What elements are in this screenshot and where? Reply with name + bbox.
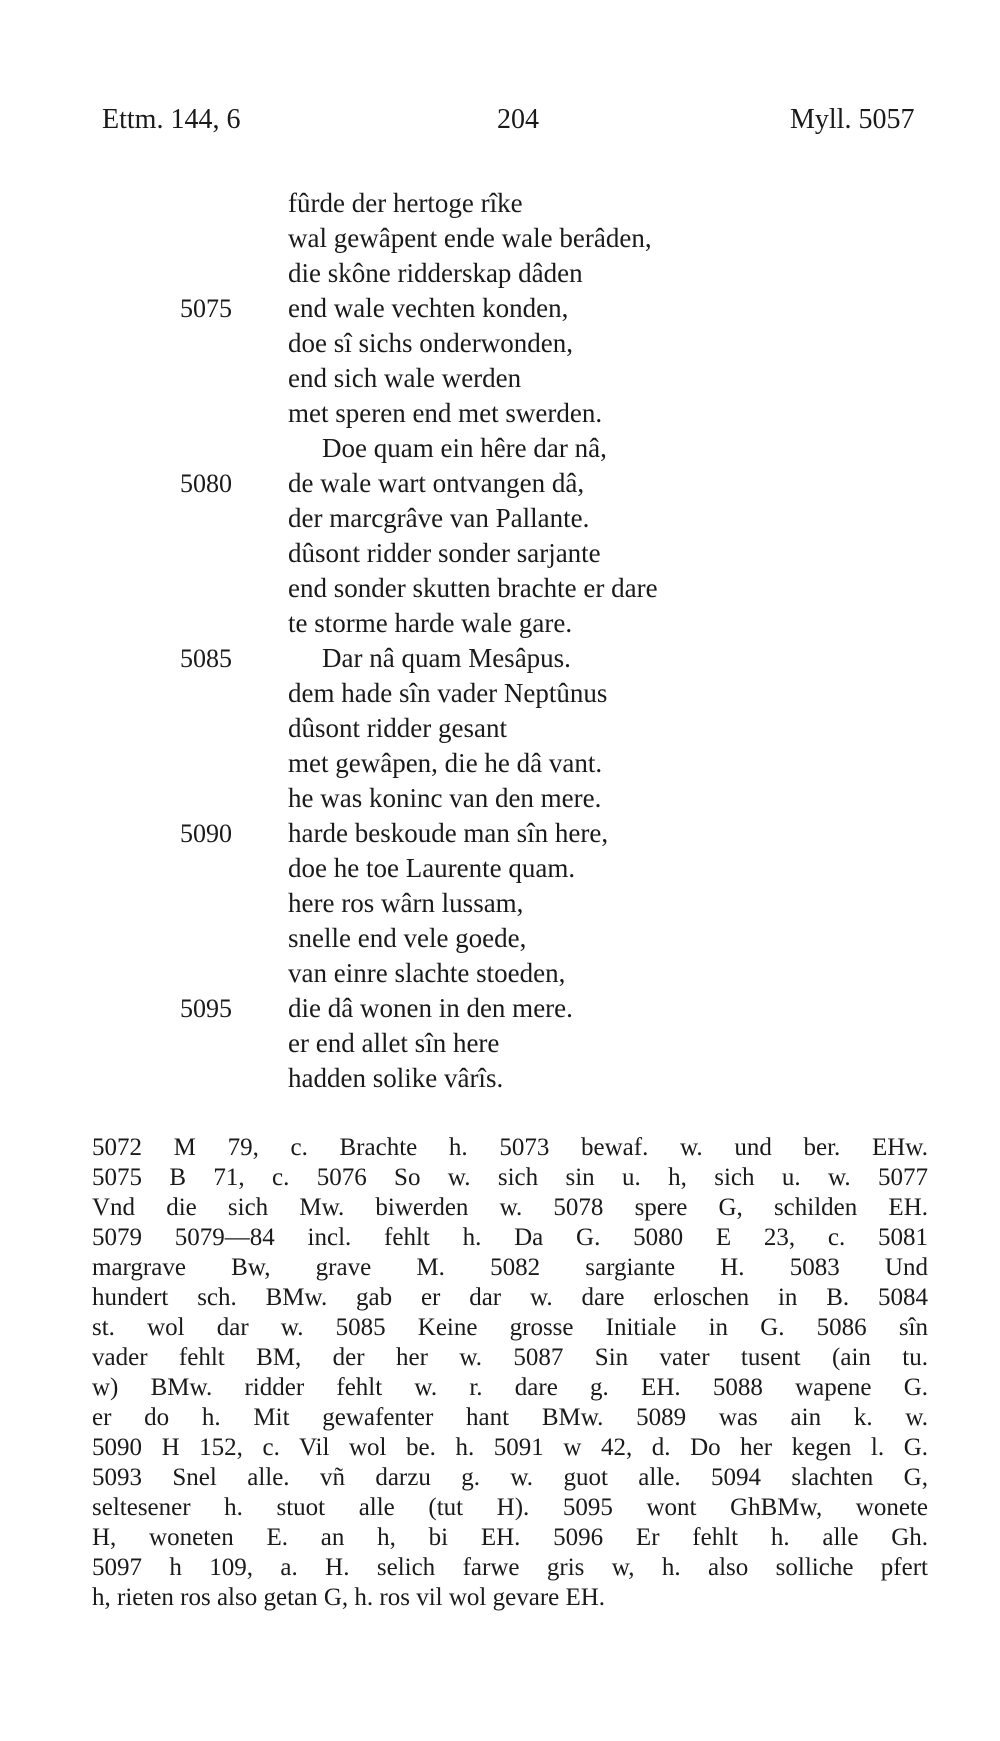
apparatus-line: st. wol dar w. 5085 Keine grosse Initiale in G. 5086 sîn	[92, 1314, 928, 1341]
poem-line	[0, 851, 1000, 886]
verse-text: te storme harde wale gare.	[288, 608, 573, 638]
poem-line	[0, 326, 1000, 361]
verse-text: doe he toe Laurente quam.	[288, 853, 576, 883]
poem-line	[0, 396, 1000, 431]
poem-line	[0, 361, 1000, 396]
verse-text: end sich wale werden	[288, 363, 522, 393]
verse-text: met speren end met swerden.	[288, 398, 603, 428]
poem-line	[0, 221, 1000, 256]
verse-text: van einre slachte stoeden,	[288, 958, 566, 988]
poem-line	[0, 886, 1000, 921]
apparatus-line: 5093 Snel alle. vñ darzu g. w. guot alle. 5094 slachten G,	[92, 1464, 928, 1491]
poem-line	[0, 256, 1000, 291]
line-number: 5080	[180, 469, 232, 498]
poem-line	[0, 466, 1000, 501]
verse-text: dem hade sîn vader Neptûnus	[288, 678, 608, 708]
poem-line	[0, 1061, 1000, 1096]
apparatus-line: w) BMw. ridder fehlt w. r. dare g. EH. 5088 wapene G.	[92, 1374, 928, 1401]
page-header	[0, 104, 1000, 144]
poem-line	[0, 921, 1000, 956]
verse-text: fûrde der hertoge rîke	[288, 188, 523, 218]
poem-line	[0, 291, 1000, 326]
verse-text: die dâ wonen in den mere.	[288, 993, 573, 1023]
critical-apparatus	[92, 1133, 928, 1613]
poem-line	[0, 501, 1000, 536]
apparatus-line: vader fehlt BM, der her w. 5087 Sin vater tusent (ain tu.	[92, 1344, 928, 1371]
line-number: 5090	[180, 819, 232, 848]
poem-line	[0, 711, 1000, 746]
verse-text: wal gewâpent ende wale berâden,	[288, 223, 652, 253]
verse-text: Dar nâ quam Mesâpus.	[322, 643, 571, 673]
poem-line	[0, 816, 1000, 851]
verse-text: hadden solike vârîs.	[288, 1063, 504, 1093]
poem-line	[0, 676, 1000, 711]
poem-line	[0, 431, 1000, 466]
verse-text: here ros wârn lussam,	[288, 888, 524, 918]
apparatus-line: margrave Bw, grave M. 5082 sargiante H. 5083 Und	[92, 1254, 928, 1281]
line-number: 5075	[180, 294, 232, 323]
apparatus-line: 5075 B 71, c. 5076 So w. sich sin u. h, sich u. w. 5077	[92, 1164, 928, 1191]
verse-text: doe sî sichs onderwonden,	[288, 328, 573, 358]
apparatus-line: H, woneten E. an h, bi EH. 5096 Er fehlt h. alle Gh.	[92, 1524, 928, 1551]
verse-text: harde beskoude man sîn here,	[288, 818, 609, 848]
poem-line	[0, 641, 1000, 676]
verse-text: end wale vechten konden,	[288, 293, 569, 323]
apparatus-line: 5072 M 79, c. Brachte h. 5073 bewaf. w. und ber. EHw.	[92, 1134, 928, 1161]
poem-text	[0, 186, 1000, 1096]
line-number: 5095	[180, 994, 232, 1023]
verse-text: met gewâpen, die he dâ vant.	[288, 748, 603, 778]
poem-line	[0, 956, 1000, 991]
apparatus-line: Vnd die sich Mw. biwerden w. 5078 spere G, schilden EH.	[92, 1194, 928, 1221]
line-number: 5085	[180, 644, 232, 673]
verse-text: dûsont ridder sonder sarjante	[288, 538, 601, 568]
verse-text: Doe quam ein hêre dar nâ,	[322, 433, 607, 463]
poem-line	[0, 186, 1000, 221]
poem-line	[0, 1026, 1000, 1061]
verse-text: snelle end vele goede,	[288, 923, 527, 953]
header-right-reference: Myll. 5057	[790, 104, 915, 135]
verse-text: die skône ridderskap dâden	[288, 258, 583, 288]
poem-line	[0, 781, 1000, 816]
apparatus-line: h, rieten ros also getan G, h. ros vil wol gevare EH.	[92, 1584, 606, 1611]
poem-line	[0, 571, 1000, 606]
apparatus-line: 5079 5079—84 incl. fehlt h. Da G. 5080 E 23, c. 5081	[92, 1224, 928, 1251]
verse-text: er end allet sîn here	[288, 1028, 500, 1058]
apparatus-line: 5090 H 152, c. Vil wol be. h. 5091 w 42, d. Do her kegen l. G.	[92, 1434, 928, 1461]
apparatus-line: er do h. Mit gewafenter hant BMw. 5089 was ain k. w.	[92, 1404, 928, 1431]
poem-line	[0, 536, 1000, 571]
verse-text: de wale wart ontvangen dâ,	[288, 468, 585, 498]
header-left-reference: Ettm. 144, 6	[102, 104, 241, 135]
verse-text: he was koninc van den mere.	[288, 783, 602, 813]
page-number: 204	[497, 104, 539, 135]
verse-text: dûsont ridder gesant	[288, 713, 507, 743]
apparatus-line: seltesener h. stuot alle (tut H). 5095 wont GhBMw, wonete	[92, 1494, 928, 1521]
apparatus-line: 5097 h 109, a. H. selich farwe gris w, h. also solliche pfert	[92, 1554, 928, 1581]
verse-text: der marcgrâve van Pallante.	[288, 503, 590, 533]
poem-line	[0, 746, 1000, 781]
poem-line	[0, 606, 1000, 641]
poem-line	[0, 991, 1000, 1026]
apparatus-line: hundert sch. BMw. gab er dar w. dare erloschen in B. 5084	[92, 1284, 928, 1311]
verse-text: end sonder skutten brachte er dare	[288, 573, 658, 603]
